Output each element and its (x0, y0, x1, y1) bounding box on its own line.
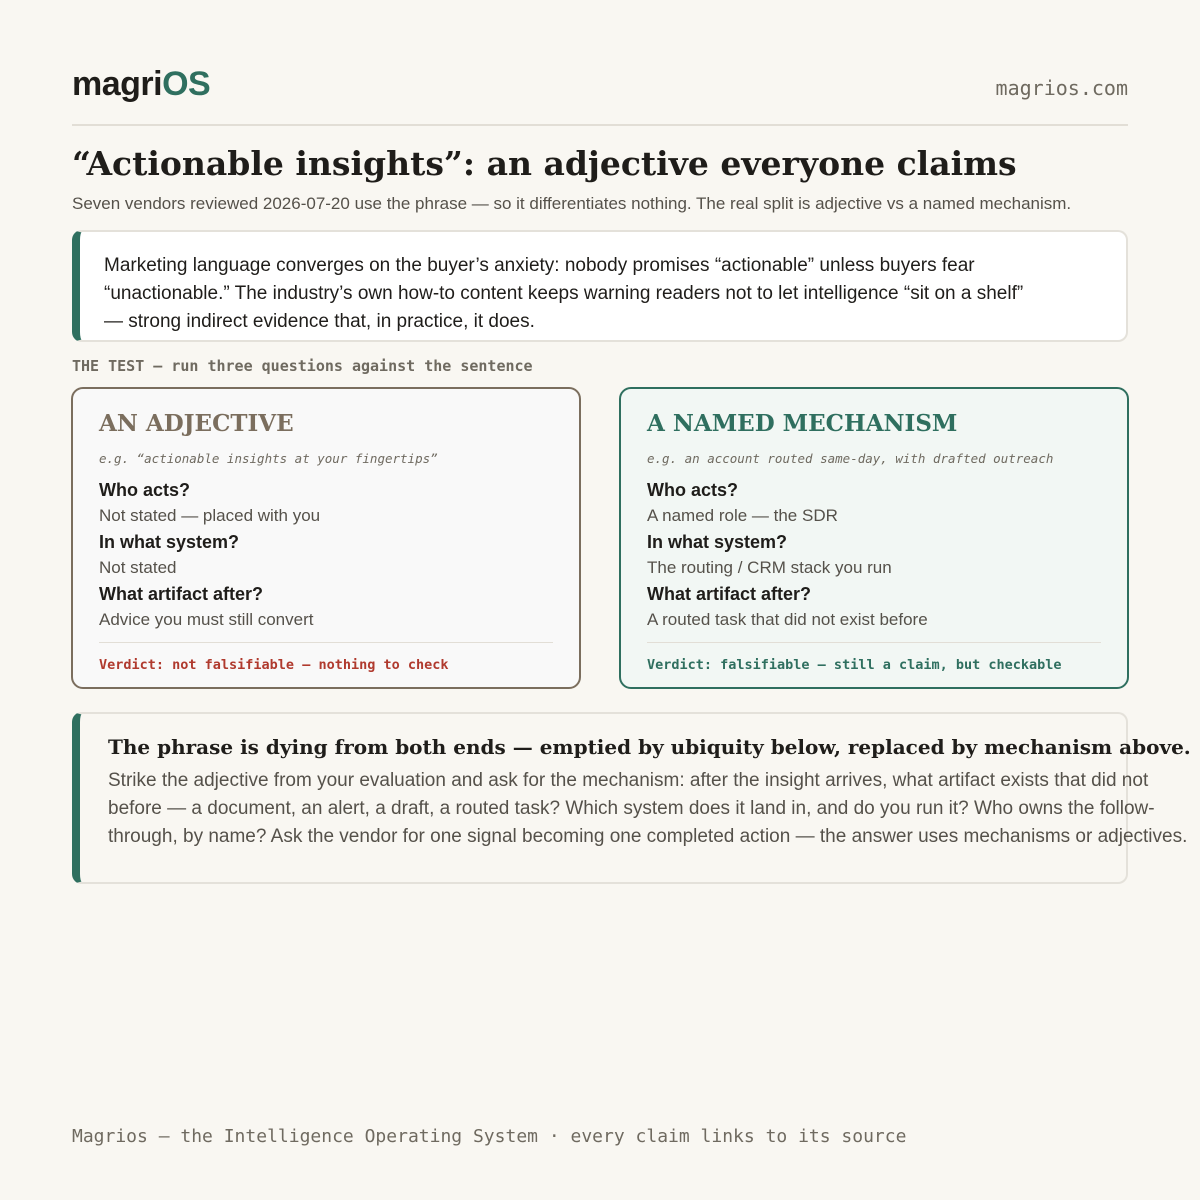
question-what-artifact: What artifact after? (99, 584, 264, 604)
question-what-system: In what system? (99, 532, 240, 552)
conclusion-card (72, 712, 1191, 884)
magrios-logo[interactable] (72, 64, 210, 104)
site-url-link[interactable]: magrios.com (995, 76, 1128, 100)
answer-who-acts: A named role — the SDR (647, 506, 838, 525)
page-title: “Actionable insights”: an adjective everyone claims (72, 144, 1017, 183)
conclusion-heading: The phrase is dying from both ends — emptied by ubiquity below, replaced by mechanism above. (108, 735, 1191, 759)
answer-what-system: The routing / CRM stack you run (647, 558, 892, 577)
mechanism-card-questions (647, 477, 1101, 633)
insight-quote-text: Marketing language converges on the buyer’s anxiety: nobody promises “actionable” unless buyers fear “unactionable.” The industry’s own how-to content keeps warning readers not to let intelligence “sit on a shelf” — strong indirect evidence that, in practice, it does. (104, 255, 1024, 332)
mechanism-card-example: e.g. an account routed same-day, with drafted outreach (647, 451, 1054, 466)
page-subtitle: Seven vendors reviewed 2026-07-20 use the phrase — so it differentiates nothing. The real split is adjective vs a named mechanism. (72, 194, 1072, 213)
question-who-acts: Who acts? (647, 480, 739, 500)
adjective-card-questions (99, 477, 553, 633)
adjective-card (71, 387, 581, 689)
conclusion-body: Strike the adjective from your evaluation and ask for the mechanism: after the insight arrives, what artifact exists that did not before — a document, an alert, a draft, a routed task? Which system does it land in, and do you run it? Who owns the follow-through, by name? Ask the vendor for one signal becoming one completed action — the answer uses mechanisms or adjectives. (108, 770, 1188, 847)
mechanism-card-title: A NAMED MECHANISM (647, 410, 958, 437)
mechanism-card (619, 387, 1129, 689)
page-footer: Magrios — the Intelligence Operating System · every claim links to its source (72, 1126, 907, 1147)
answer-what-system: Not stated (99, 558, 177, 577)
adjective-verdict: Verdict: not falsifiable — nothing to check (99, 657, 449, 673)
answer-what-artifact: Advice you must still convert (99, 610, 314, 629)
answer-who-acts: Not stated — placed with you (99, 506, 321, 525)
answer-what-artifact: A routed task that did not exist before (647, 610, 928, 629)
question-what-system: In what system? (647, 532, 788, 552)
adjective-card-example: e.g. “actionable insights at your fingertips” (99, 451, 438, 466)
adjective-card-title: AN ADJECTIVE (99, 410, 294, 437)
mechanism-verdict: Verdict: falsifiable — still a claim, but checkable (647, 657, 1062, 673)
question-who-acts: Who acts? (99, 480, 191, 500)
page-header (72, 64, 1128, 126)
card-divider (647, 642, 1101, 643)
insight-quote-card (72, 230, 1128, 342)
question-what-artifact: What artifact after? (647, 584, 812, 604)
card-divider (99, 642, 553, 643)
logo-text-main: magri (72, 65, 163, 103)
logo-text-accent: OS (162, 65, 211, 103)
test-section-label: THE TEST — run three questions against the sentence (72, 357, 533, 375)
